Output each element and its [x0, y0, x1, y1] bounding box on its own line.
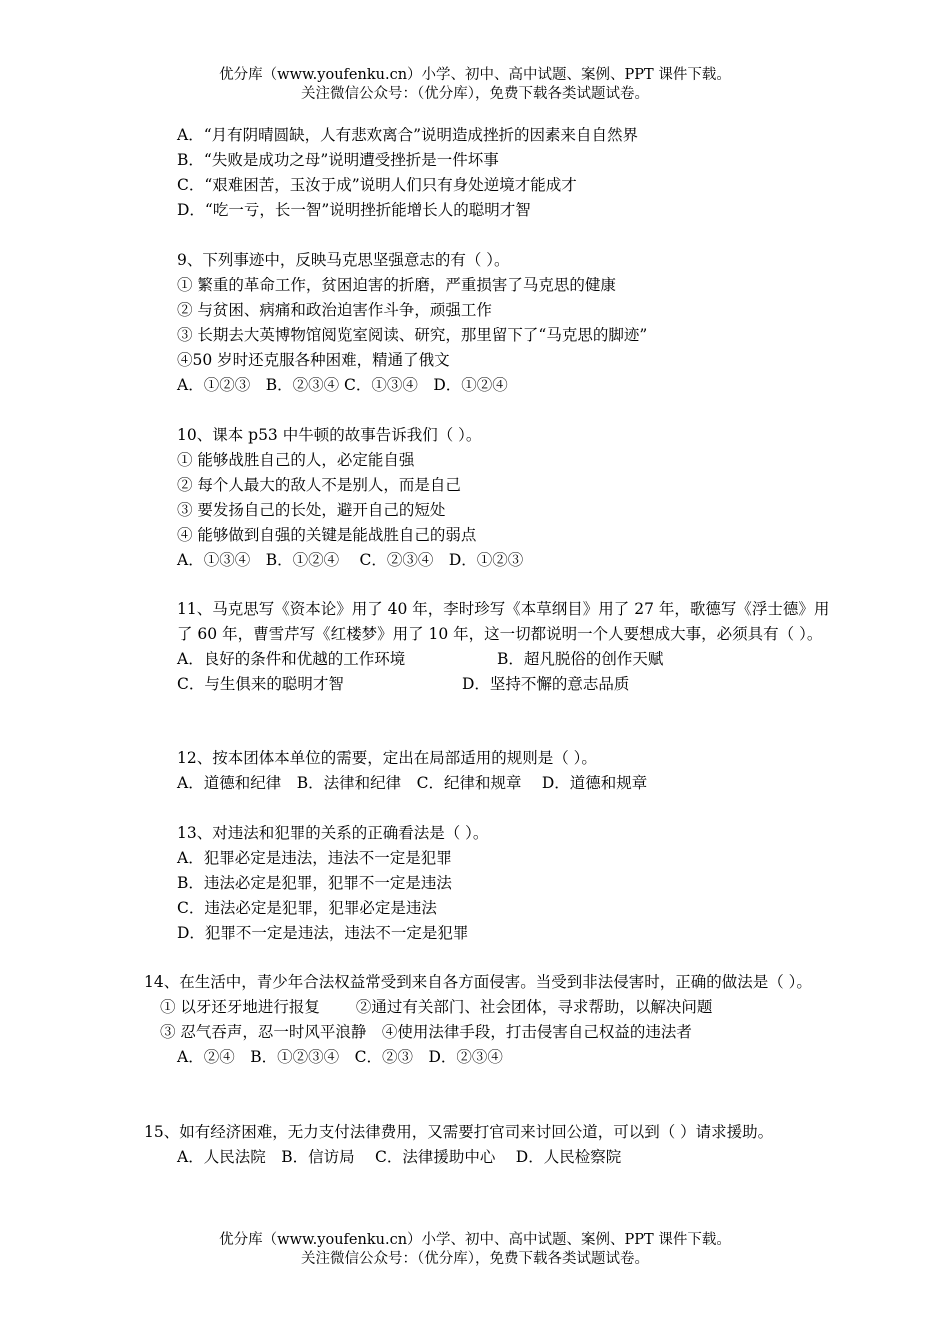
- q13-option-a: A．犯罪必定是违法，违法不一定是犯罪: [177, 849, 452, 867]
- q9-options: A．①②③ B．②③④ C．①③④ D．①②④: [177, 376, 508, 394]
- q11-option-a: A．良好的条件和优越的工作环境: [177, 650, 406, 668]
- footer-line-1: 优分库（www.youfenku.cn）小学、初中、高中试题、案例、PPT 课件下载。: [219, 1232, 731, 1248]
- q15-number: 15、: [144, 1123, 180, 1141]
- question-12: [177, 746, 837, 796]
- q11-options-row-2: [177, 672, 837, 697]
- q9-item-1: ① 繁重的革命工作，贫困迫害的折磨，严重损害了马克思的健康: [177, 276, 616, 294]
- q12-stem: 12、按本团体本单位的需要，定出在局部适用的规则是（ ）。: [177, 749, 597, 767]
- q12-options: A．道德和纪律 B．法律和纪律 C．纪律和规章 D．道德和规章: [177, 774, 648, 792]
- question-10: [177, 423, 837, 573]
- header-line-1: 优分库（www.youfenku.cn）小学、初中、高中试题、案例、PPT 课件下载。: [219, 67, 731, 83]
- q9-item-2: ② 与贫困、病痛和政治迫害作斗争，顽强工作: [177, 301, 492, 319]
- q13-option-d: D．犯罪不一定是违法，违法不一定是犯罪: [177, 924, 469, 942]
- question-9: [177, 248, 837, 398]
- q9-item-3: ③ 长期去大英博物馆阅览室阅读、研究，那里留下了“马克思的脚迹”: [177, 326, 648, 344]
- q15-stem-row: [144, 1120, 814, 1145]
- q11-option-b: B．超凡脱俗的创作天赋: [497, 650, 664, 668]
- q14-number: 14、: [144, 973, 180, 991]
- q14-stem: 在生活中，青少年合法权益常受到来自各方面侵害。当受到非法侵害时，正确的做法是（ ）。: [179, 973, 812, 991]
- footer-line-2: 关注微信公众号：（优分库），免费下载各类试题试卷。: [301, 1251, 649, 1267]
- question-15: [144, 1120, 814, 1170]
- question-11: [177, 597, 837, 697]
- q10-item-2: ② 每个人最大的敌人不是别人，而是自己: [177, 476, 461, 494]
- q10-item-3: ③ 要发扬自己的长处，避开自己的短处: [177, 501, 446, 519]
- q14-stem-row: [144, 970, 814, 995]
- page-footer: [0, 1231, 950, 1269]
- q11-option-d: D．坚持不懈的意志品质: [462, 675, 630, 693]
- q10-options: A．①③④ B．①②④ C．②③④ D．①②③: [177, 551, 524, 569]
- q13-option-c: C．违法必定是犯罪，犯罪必定是违法: [177, 899, 437, 917]
- q11-options-row-1: [177, 647, 837, 672]
- header-line-2: 关注微信公众号：（优分库），免费下载各类试题试卷。: [301, 86, 649, 102]
- page-header: [0, 66, 950, 104]
- q14-items-row-1: ① 以牙还牙地进行报复 ②通过有关部门、社会团体，寻求帮助，以解决问题: [160, 998, 713, 1016]
- q8-option-b: B．“失败是成功之母”说明遭受挫折是一件坏事: [177, 151, 499, 169]
- q15-options: A．人民法院 B．信访局 C．法律援助中心 D．人民检察院: [177, 1148, 622, 1166]
- q14-options: A．②④ B．①②③④ C．②③ D．②③④: [177, 1048, 503, 1066]
- question-13: [177, 821, 837, 946]
- q15-stem: 如有经济困难，无力支付法律费用，又需要打官司来讨回公道，可以到（ ）请求援助。: [179, 1123, 774, 1141]
- q10-item-4: ④ 能够做到自强的关键是能战胜自己的弱点: [177, 526, 477, 544]
- q13-stem: 13、对违法和犯罪的关系的正确看法是（ ）。: [177, 824, 489, 842]
- q10-item-1: ① 能够战胜自己的人，必定能自强: [177, 451, 415, 469]
- q13-option-b: B．违法必定是犯罪，犯罪不一定是违法: [177, 874, 452, 892]
- q11-stem: 11、马克思写《资本论》用了 40 年，李时珍写《本草纲目》用了 27 年，歌德写《浮士德》用了 60 年，曹雪芹写《红楼梦》用了 10 年，这一切都说明一个人要想成大事，必须具有（ ）。: [177, 600, 830, 643]
- q11-option-c: C．与生俱来的聪明才智: [177, 675, 344, 693]
- question-14: [144, 970, 814, 1070]
- question-8-options: [177, 123, 837, 223]
- q10-stem: 10、课本 p53 中牛顿的故事告诉我们（ ）。: [177, 426, 482, 444]
- q8-option-a: A．“月有阴晴圆缺，人有悲欢离合”说明造成挫折的因素来自自然界: [177, 126, 639, 144]
- q9-stem: 9、下列事迹中，反映马克思坚强意志的有（ ）。: [177, 251, 510, 269]
- q9-item-4: ④50 岁时还克服各种困难，精通了俄文: [177, 351, 450, 369]
- q14-items-row-2: ③ 忍气吞声，忍一时风平浪静 ④使用法律手段，打击侵害自己权益的违法者: [160, 1023, 692, 1041]
- q8-option-d: D．“吃一亏，长一智”说明挫折能增长人的聪明才智: [177, 201, 531, 219]
- q8-option-c: C．“艰难困苦，玉汝于成”说明人们只有身处逆境才能成才: [177, 176, 577, 194]
